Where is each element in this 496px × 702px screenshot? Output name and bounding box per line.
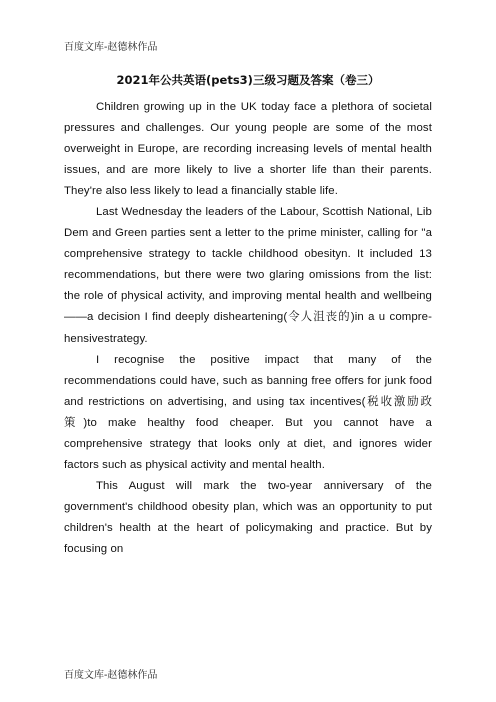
paragraph-3: I recognise the positive impact that many of the recommendations could have, such as banning free offers for junk food and restrictions on advertising, and using tax incentives(税收激励政策)to make healthy food cheaper. But you cannot have a comprehensive strategy that looks only at diet, and ignores wider factors such as physical activity and mental health. bbox=[64, 353, 432, 471]
document-body bbox=[64, 97, 432, 560]
page-footer: 百度文库-赵德林作品 bbox=[64, 670, 158, 681]
paragraph-1: Children growing up in the UK today face a plethora of societal pressures and challenges. Our young people are some of the most overweight in Europe, are recording increasing levels of mental health issues, and are more likely to live a shorter life than their parents. They're also less likely to lead a financially stable life. bbox=[64, 101, 432, 198]
paragraph-4: This August will mark the two-year anniversary of the government's childhood obesity plan, which was an opportunity to put children's health at the heart of policymaking and practice. But by focusing on bbox=[64, 479, 432, 555]
paragraph-2: Last Wednesday the leaders of the Labour, Scottish National, Lib Dem and Green parties sent a letter to the prime minister, calling for "a comprehensive strategy to tackle childhood obesityn. It included 13 recommendations, but there were two glaring omissions from the list: the role of physical activity, and improving mental health and wellbeing ——a decision I find deeply disheartening(令人沮丧的)in a u compre-hensivestrategy. bbox=[64, 206, 432, 345]
page-header: 百度文库-赵德林作品 bbox=[64, 42, 158, 53]
document-title: 2021年公共英语(pets3)三级习题及答案（卷三） bbox=[116, 73, 380, 87]
